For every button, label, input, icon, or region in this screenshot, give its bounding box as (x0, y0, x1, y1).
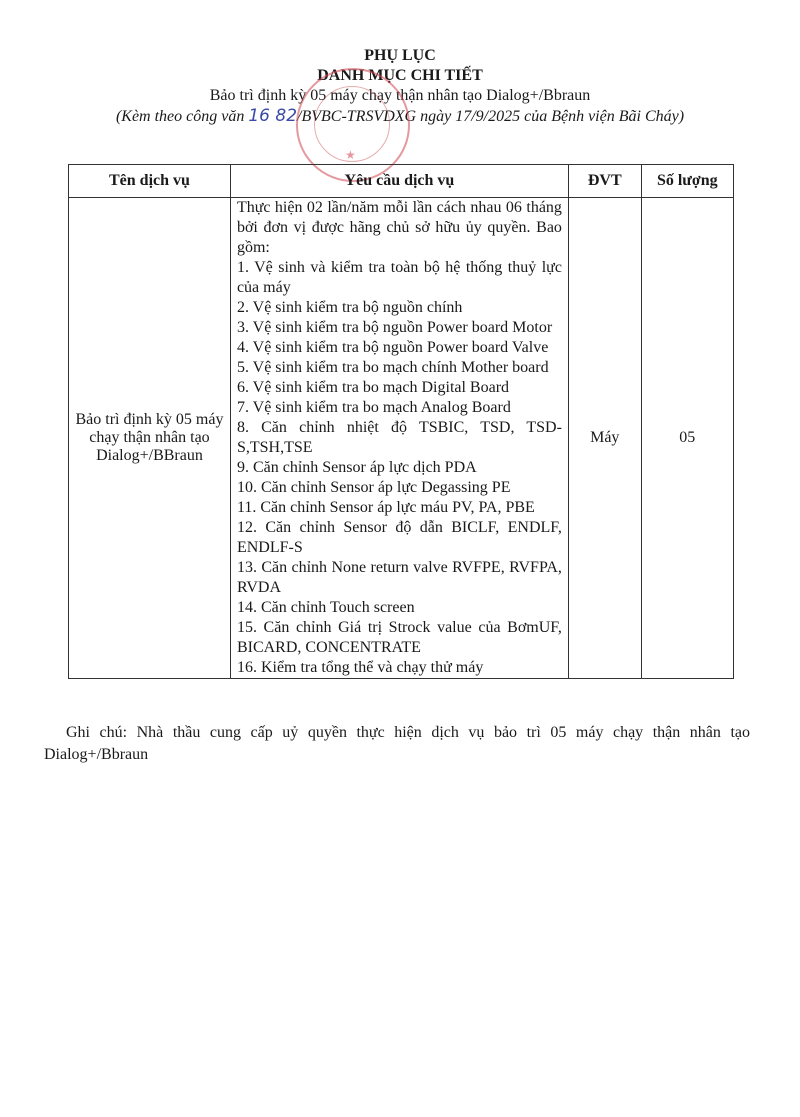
header-service-name: Tên dịch vụ (69, 165, 231, 198)
list-item: 5. Vệ sinh kiểm tra bo mạch chính Mother board (236, 359, 549, 376)
table-header-row (69, 165, 734, 198)
list-item: 14. Căn chỉnh Touch screen (236, 599, 415, 616)
list-item: 15. Căn chỉnh Giá trị Strock value của BơmUF, BICARD, CONCENTRATE (236, 619, 562, 656)
list-item: 2. Vệ sinh kiểm tra bộ nguồn chính (236, 299, 463, 316)
document-subtitle: Bảo trì định kỳ 05 máy chạy thận nhân tạo Dialog+/Bbraun (209, 87, 591, 104)
list-item: 13. Căn chỉnh None return valve RVFPE, RVFPA, RVDA (236, 559, 562, 596)
cell-service-name: Bảo trì định kỳ 05 máy chạy thận nhân tạo Dialog+/BBraun (69, 198, 231, 679)
list-item: 12. Căn chỉnh Sensor độ dẫn BICLF, ENDLF, ENDLF-S (236, 519, 562, 556)
table-row (69, 198, 734, 679)
reference-prefix: (Kèm theo công văn (115, 108, 249, 125)
handwritten-dispatch-number: 16 82 (248, 106, 298, 126)
document-header (0, 46, 800, 127)
cell-requirements (230, 198, 568, 679)
list-item: 16. Kiểm tra tổng thể và chạy thử máy (236, 659, 484, 676)
reference-suffix: /BVBC-TRSVDXG ngày 17/9/2025 của Bệnh viện Bãi Cháy) (297, 108, 685, 125)
header-service-requirements: Yêu cầu dịch vụ (230, 165, 568, 198)
list-item: 4. Vệ sinh kiểm tra bộ nguồn Power board Valve (236, 339, 549, 356)
requirements-intro: Thực hiện 02 lần/năm mỗi lần cách nhau 06 tháng bởi đơn vị được hãng chủ sở hữu ủy quyền. Bao gồm: (236, 199, 562, 256)
appendix-label: PHỤ LỤC (364, 47, 436, 64)
list-item: 8. Căn chỉnh nhiệt độ TSBIC, TSD, TSD-S,TSH,TSE (236, 419, 562, 456)
list-item: 11. Căn chỉnh Sensor áp lực máu PV, PA, PBE (236, 499, 535, 516)
service-table (68, 164, 734, 679)
document-title: DANH MỤC CHI TIẾT (317, 67, 483, 84)
header-quantity: Số lượng (641, 165, 733, 198)
cell-quantity: 05 (641, 198, 733, 679)
cell-unit: Máy (568, 198, 641, 679)
header-unit: ĐVT (568, 165, 641, 198)
list-item: 9. Căn chỉnh Sensor áp lực dịch PDA (236, 459, 477, 476)
reference-line (0, 106, 800, 127)
list-item: 3. Vệ sinh kiểm tra bộ nguồn Power board Motor (236, 319, 553, 336)
seal-star-icon: ★ (345, 148, 356, 162)
list-item: 1. Vệ sinh và kiểm tra toàn bộ hệ thống thuỷ lực của máy (236, 259, 562, 296)
list-item: 7. Vệ sinh kiểm tra bo mạch Analog Board (236, 399, 511, 416)
footnote: Ghi chú: Nhà thầu cung cấp uỷ quyền thực hiện dịch vụ bảo trì 05 máy chạy thận nhân tạo Dialog+/Bbraun (44, 724, 750, 763)
list-item: 10. Căn chỉnh Sensor áp lực Degassing PE (236, 479, 511, 496)
list-item: 6. Vệ sinh kiểm tra bo mạch Digital Board (236, 379, 510, 396)
